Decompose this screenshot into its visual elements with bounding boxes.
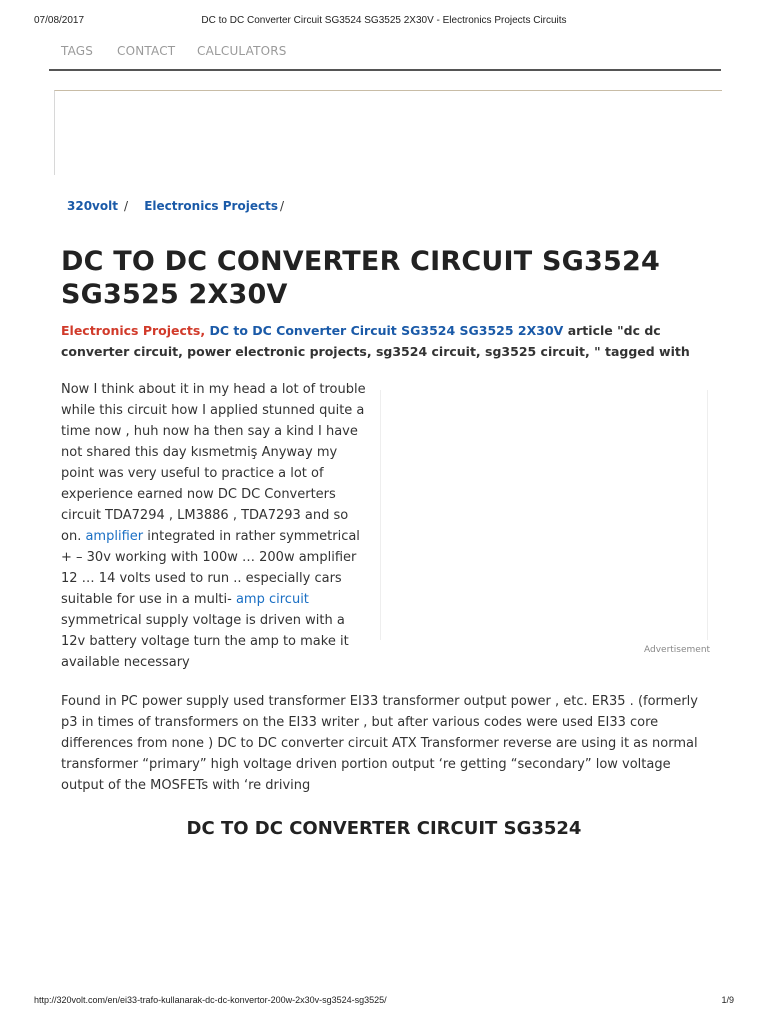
breadcrumb-category-link[interactable]: Electronics Projects — [144, 199, 278, 213]
top-ad-frame — [54, 90, 722, 175]
breadcrumb-separator: / — [279, 199, 285, 213]
advertisement-box[interactable] — [380, 390, 708, 640]
tagline-category[interactable]: Electronics Projects — [61, 323, 201, 338]
intro-text-3: symmetrical supply voltage is driven with a 12v battery voltage turn the amp to make it available necessary — [61, 613, 349, 670]
print-url: http://320volt.com/en/ei33-trafo-kullanarak-dc-dc-konvertor-200w-2x30v-sg3524-sg3525/ — [34, 995, 387, 1005]
tagline-comma: , — [200, 323, 206, 338]
tagline-open-quote: " — [617, 323, 624, 338]
breadcrumb-home-link[interactable]: 320volt — [67, 199, 118, 213]
top-nav — [49, 36, 721, 71]
post-tagline — [61, 320, 711, 362]
tagline-close: " tagged with — [594, 344, 690, 359]
advertisement-label: Advertisement — [644, 645, 711, 655]
print-header — [34, 15, 734, 29]
section-heading: DC TO DC CONVERTER CIRCUIT SG3524 — [186, 818, 582, 839]
nav-item-calculators[interactable]: CALCULATORS — [197, 44, 287, 58]
intro-text-2: integrated in rather symmetrical + – 30v working with 100w … 200w amplifier 12 … 14 volts used to run .. especially cars suitable for use in a multi- — [61, 529, 360, 607]
body-paragraph: Found in PC power supply used transformer EI33 transformer output power , etc. ER35 . (formerly p3 in times of transformers on the EI33 writer , but after various codes were used EI33 core differences from none ) DC to DC converter circuit ATX Transformer reverse are using it as normal transformer “primary” high voltage driven portion output ‘re getting “secondary” low voltage output of the MOSFETs with ‘re driving — [61, 694, 698, 793]
tagline-article-link[interactable]: DC to DC Converter Circuit SG3524 SG3525 2X30V — [209, 323, 564, 338]
print-page-title: DC to DC Converter Circuit SG3524 SG3525 2X30V - Electronics Projects Circuits — [201, 15, 567, 26]
print-page-number: 1/9 — [721, 995, 734, 1005]
print-date: 07/08/2017 — [34, 15, 85, 26]
amp-circuit-link[interactable]: amp circuit — [235, 592, 309, 607]
intro-text-1: Now I think about it in my head a lot of trouble while this circuit how I applied stunned quite a time now , huh now ha then say a kind I have not shared this day kısmetmiş Anyway my point was very useful to practice a lot of experience earned now DC DC Converters circuit TDA7294 , LM3886 , TDA7293 and so on. — [61, 382, 366, 544]
nav-item-contact[interactable]: CONTACT — [117, 44, 176, 58]
nav-item-tags[interactable]: TAGS — [61, 44, 94, 58]
print-footer — [34, 995, 734, 1009]
tagline-tags[interactable]: dc dc converter circuit, power electronic projects, sg3524 circuit, sg3525 circuit, — [61, 323, 661, 359]
amplifier-link[interactable]: amplifier — [85, 529, 144, 544]
page-title: DC TO DC CONVERTER CIRCUIT SG3524 SG3525 2X30V — [61, 246, 660, 310]
intro-paragraph — [61, 379, 371, 673]
breadcrumb — [67, 199, 284, 213]
tagline-article-word: article — [567, 323, 613, 338]
breadcrumb-separator: / — [123, 199, 129, 213]
